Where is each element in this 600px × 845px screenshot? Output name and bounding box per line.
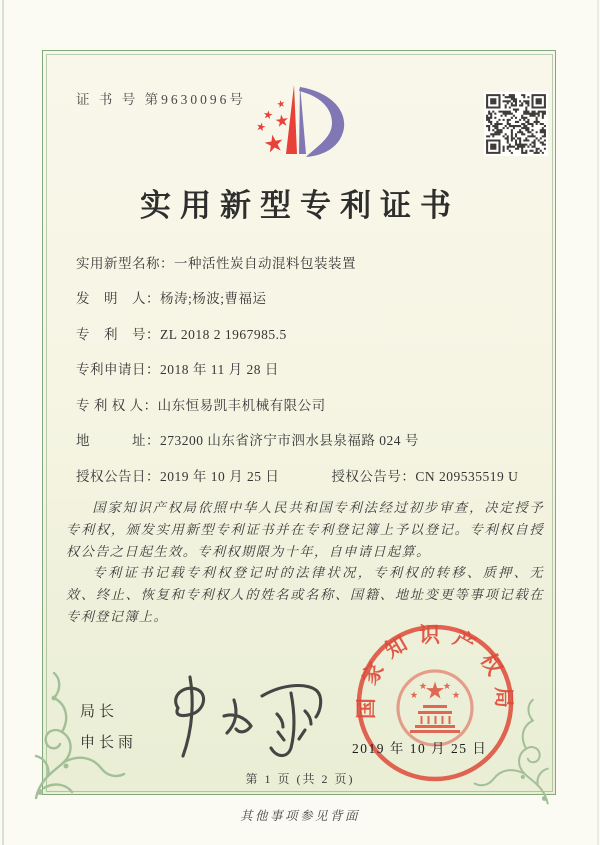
field-filing-date — [76, 358, 544, 393]
scan-edge-right — [597, 0, 599, 845]
legal-text — [66, 497, 544, 628]
logo-wedge — [286, 85, 297, 154]
grant-announcement-row — [76, 465, 544, 485]
page-number: 第 1 页 (共 2 页) — [245, 772, 355, 786]
director-title: 局长 — [80, 704, 119, 720]
field-label: 专 利 权 人： — [76, 397, 158, 413]
certificate-title: 实用新型专利证书 — [140, 188, 460, 223]
grant-number-value: CN 209535519 U — [415, 469, 519, 484]
seal-date: 2019 年 10 月 25 日 — [352, 741, 488, 756]
field-label: 地 址： — [76, 432, 160, 448]
grant-date-label: 授权公告日： — [76, 469, 160, 484]
director-signature-icon — [150, 666, 345, 774]
field-value: ZL 2018 2 1967985.5 — [160, 326, 287, 342]
legal-paragraph-1: 国家知识产权局依照中华人民共和国专利法经过初步审查，决定授予专利权，颁发实用新型专利证书并在专利登记簿上予以登记。专利权自授权公告之日起生效。专利权期限为十年，自申请日起算。 — [66, 500, 544, 559]
field-list — [76, 252, 544, 464]
legal-paragraph-2: 专利证书记载专利权登记时的法律状况，专利权的转移、质押、无效、终止、恢复和专利权人的姓名或名称、国籍、地址变更等事项记载在专利登记簿上。 — [66, 565, 544, 624]
seal-text: 国家知识产权局 — [354, 623, 516, 720]
field-inventors — [76, 287, 544, 322]
scan-edge-left — [2, 0, 4, 845]
field-value: 2018 年 11 月 28 日 — [160, 362, 279, 378]
field-label: 专 利 号： — [76, 326, 160, 342]
qr-code — [484, 92, 548, 156]
field-value: 一种活性炭自动混料包装装置 — [174, 256, 356, 271]
director-name: 申长雨 — [80, 735, 138, 751]
field-label: 实用新型名称： — [76, 256, 174, 271]
field-value: 山东恒易凯丰机械有限公司 — [157, 397, 326, 413]
cnipa-logo-icon — [236, 78, 368, 182]
corner-flourish-left-icon — [30, 666, 145, 801]
field-label: 发 明 人： — [76, 291, 160, 307]
grant-date-value: 2019 年 10 月 25 日 — [160, 469, 280, 484]
field-address — [76, 429, 544, 464]
field-patent-number — [76, 323, 544, 358]
field-utility-model-name — [76, 252, 544, 287]
grant-number-label: 授权公告号： — [331, 469, 416, 484]
logo-p-bowl — [299, 87, 344, 157]
field-label: 专利申请日： — [76, 362, 160, 378]
field-patentee — [76, 394, 544, 429]
field-value: 杨涛;杨波;曹福运 — [160, 291, 267, 307]
certificate-number: 证 书 号 第9630096号 — [76, 92, 246, 107]
back-note: 其他事项参见背面 — [239, 809, 360, 823]
field-value: 273200 山东省济宁市泗水县泉福路 024 号 — [160, 432, 419, 448]
